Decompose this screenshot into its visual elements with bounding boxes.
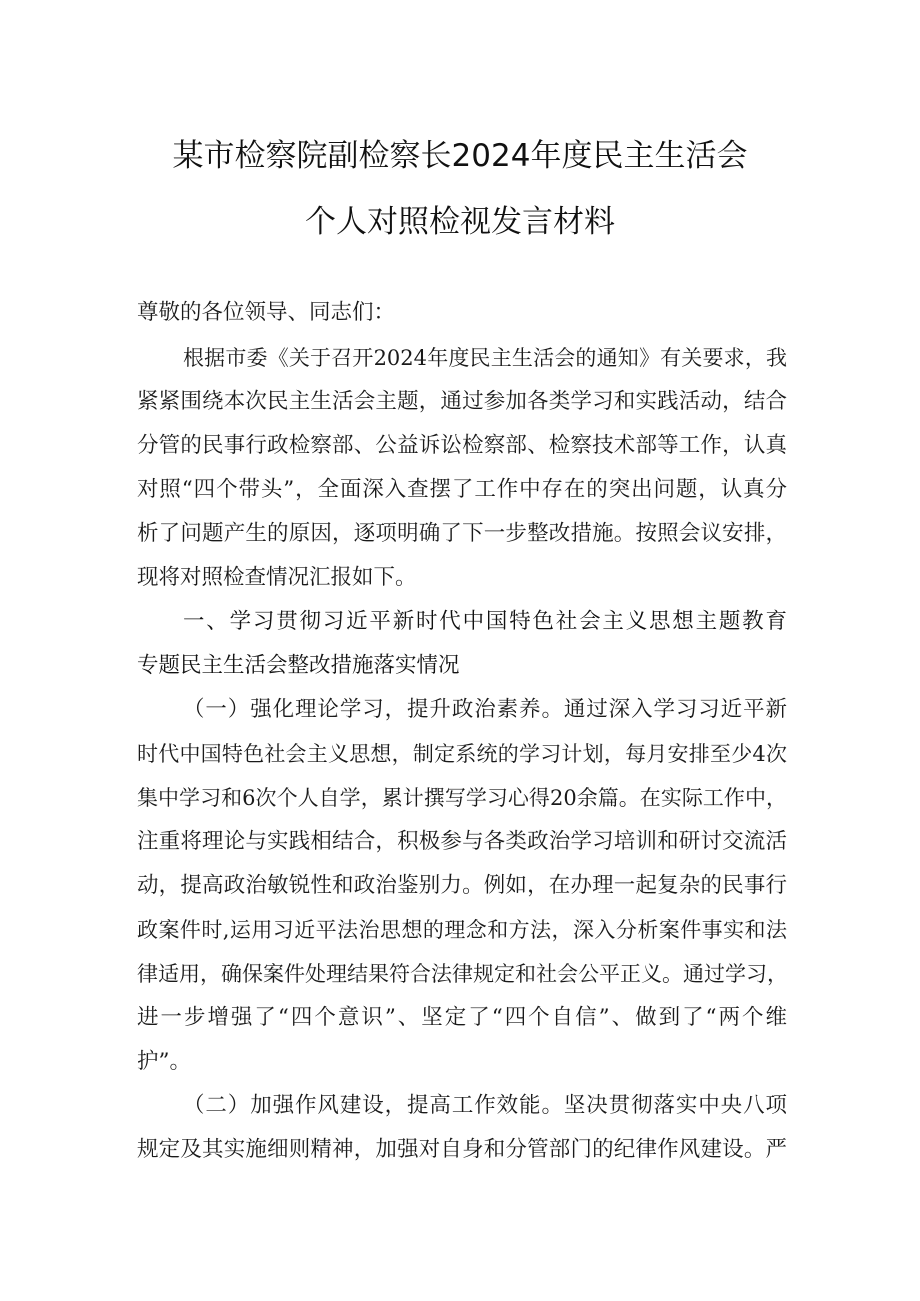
paragraph-line: 集中学习和6次个人自学，累计撰写学习心得20余篇。在实际工作中， (137, 786, 787, 810)
intro-line: 现将对照检查情况汇报如下。 (137, 565, 417, 590)
section-heading-line: 一、学习贯彻习近平新时代中国特色社会主义思想主题教育 (183, 609, 787, 634)
paragraph-line: 规定及其实施细则精神，加强对自身和分管部门的纪律作风建设。严 (137, 1137, 787, 1162)
paragraph-line: （二）加强作风建设，提高工作效能。坚决贯彻落实中央八项 (183, 1093, 787, 1118)
intro-line: 根据市委《关于召开2024年度民主生活会的通知》有关要求，我 (183, 346, 787, 370)
paragraph-line: （一）强化理论学习，提升政治素养。通过深入学习习近平新 (183, 697, 787, 722)
intro-line: 析了问题产生的原因，逐项明确了下一步整改措施。按照会议安排， (137, 521, 787, 546)
paragraph-line: 进一步增强了“四个意识”、坚定了“四个自信”、做到了“两个维 (137, 1005, 787, 1030)
intro-line: 紧紧围绕本次民主生活会主题，通过参加各类学习和实践活动，结合 (137, 389, 787, 414)
paragraph-line: 政案件时,运用习近平法治思想的理念和方法，深入分析案件事实和法 (137, 918, 787, 942)
paragraph-line: 动，提高政治敏锐性和政治鉴别力。例如，在办理一起复杂的民事行 (137, 873, 787, 898)
salutation: 尊敬的各位领导、同志们： (137, 300, 396, 325)
paragraph-line: 护”。 (137, 1049, 191, 1074)
paragraph-line: 时代中国特色社会主义思想，制定系统的学习计划，每月安排至少4次 (137, 742, 787, 766)
paragraph-line: 律适用，确保案件处理结果符合法律规定和社会公平正义。通过学习， (137, 962, 788, 986)
document-title-line-1: 某市检察院副检察长2024年度民主生活会 (172, 138, 748, 174)
intro-line: 分管的民事行政检察部、公益诉讼检察部、检察技术部等工作，认真 (137, 433, 787, 458)
document-title-line-2: 个人对照检视发言材料 (305, 204, 615, 240)
section-heading-line: 专题民主生活会整改措施落实情况 (137, 653, 460, 678)
intro-line: 对照“四个带头”，全面深入查摆了工作中存在的突出问题，认真分 (137, 477, 787, 502)
paragraph-line: 注重将理论与实践相结合，积极参与各类政治学习培训和研讨交流活 (137, 829, 787, 854)
